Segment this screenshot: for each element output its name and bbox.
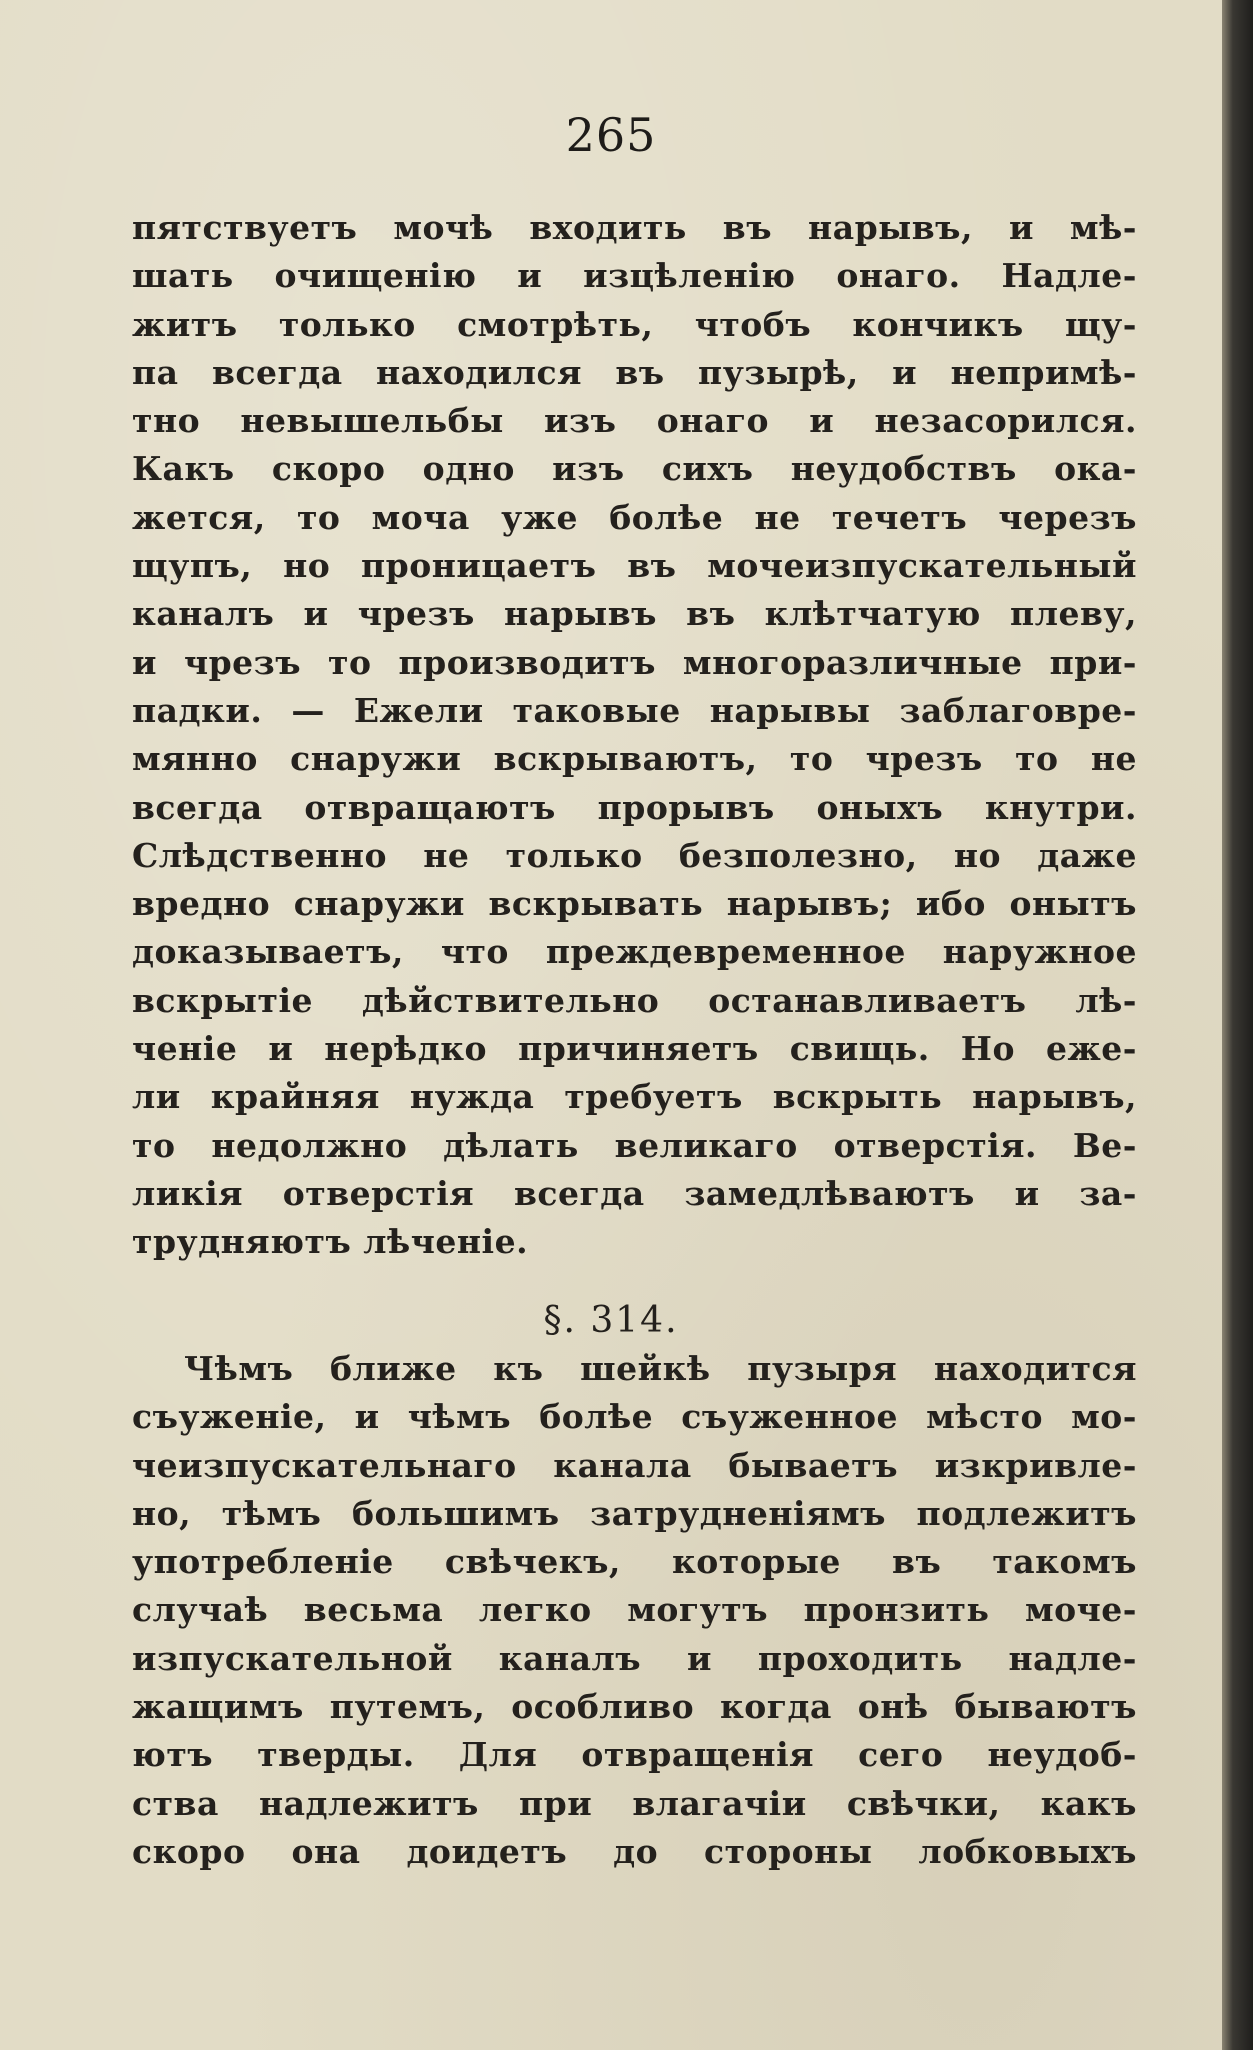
text-line: падки. — Ежели таковые нарывы заблаговре- xyxy=(132,690,1137,730)
text-line: то недолжно дѣлать великаго отверстія. Ве- xyxy=(132,1125,1137,1165)
paragraph-1 xyxy=(132,204,1137,1267)
text-line: ченіе и нерѣдко причиняетъ свищь. Но еже- xyxy=(132,1029,1137,1069)
text-line: ли крайняя нужда требуетъ вскрыть нарывъ, xyxy=(132,1077,1137,1117)
text-line: ютъ тверды. Для отвращенія сего неудоб- xyxy=(132,1735,1137,1775)
text-line: жащимъ путемъ, особливо когда онѣ бываютъ xyxy=(132,1687,1137,1727)
page-edge xyxy=(1222,0,1253,2050)
text-line: съуженіе, и чѣмъ болѣе съуженное мѣсто мо- xyxy=(132,1397,1137,1437)
text-line: доказываетъ, что преждевременное наружное xyxy=(132,932,1137,972)
text-line: скоро она доидетъ до стороны лобковыхъ xyxy=(132,1831,1137,1871)
text-line: каналъ и чрезъ нарывъ въ клѣтчатую плеву, xyxy=(132,594,1137,634)
text-line: ликія отверстія всегда замедлѣваютъ и за- xyxy=(132,1173,1137,1213)
text-line: ства надлежитъ при влагачіи свѣчки, какъ xyxy=(132,1783,1137,1823)
text-line: трудняютъ лѣченіе. xyxy=(132,1222,529,1262)
text-line: па всегда находился въ пузырѣ, и непримѣ- xyxy=(132,352,1137,392)
text-line: Чѣмъ ближе къ шейкѣ пузыря находится xyxy=(184,1349,1137,1388)
page-number: 265 xyxy=(565,108,657,162)
text-line: шать очищенію и изцѣленію онаго. Надле- xyxy=(132,256,1137,296)
text-line: всегда отвращаютъ прорывъ оныхъ кнутри. xyxy=(132,787,1137,827)
paragraph-2 xyxy=(132,1345,1137,1876)
text-line: чеизпускательнаго канала бываетъ изкривле- xyxy=(132,1445,1137,1485)
text-line: мянно снаружи вскрываютъ, то чрезъ то не xyxy=(132,739,1137,779)
text-line: пятствуетъ мочѣ входить въ нарывъ, и мѣ- xyxy=(132,208,1137,247)
section-heading: §. 314. xyxy=(543,1300,679,1341)
text-line: случаѣ весьма легко могутъ пронзить моче- xyxy=(132,1590,1137,1630)
text-line: вредно снаружи вскрывать нарывъ; ибо онытъ xyxy=(132,884,1137,924)
text-line: вскрытіе дѣйствительно останавливаетъ лѣ- xyxy=(132,980,1137,1020)
text-line: употребленіе свѣчекъ, которые въ такомъ xyxy=(132,1542,1137,1582)
text-line: Какъ скоро одно изъ сихъ неудобствъ ока- xyxy=(132,449,1137,489)
text-line: и чрезъ то производитъ многоразличные при- xyxy=(132,642,1137,682)
text-line: щупъ, но проницаетъ въ мочеизпускательный xyxy=(132,546,1137,586)
text-line: но, тѣмъ большимъ затрудненіямъ подлежитъ xyxy=(132,1493,1137,1533)
text-line: Слѣдственно не только безполезно, но даже xyxy=(132,835,1137,875)
text-line: житъ только смотрѣть, чтобъ кончикъ щу- xyxy=(132,304,1137,344)
text-line: тно невышельбы изъ онаго и незасорился. xyxy=(132,401,1137,441)
text-line: изпускательной каналъ и проходить надле- xyxy=(132,1638,1137,1678)
text-line: жется, то моча уже болѣе не течетъ черезъ xyxy=(132,497,1137,537)
